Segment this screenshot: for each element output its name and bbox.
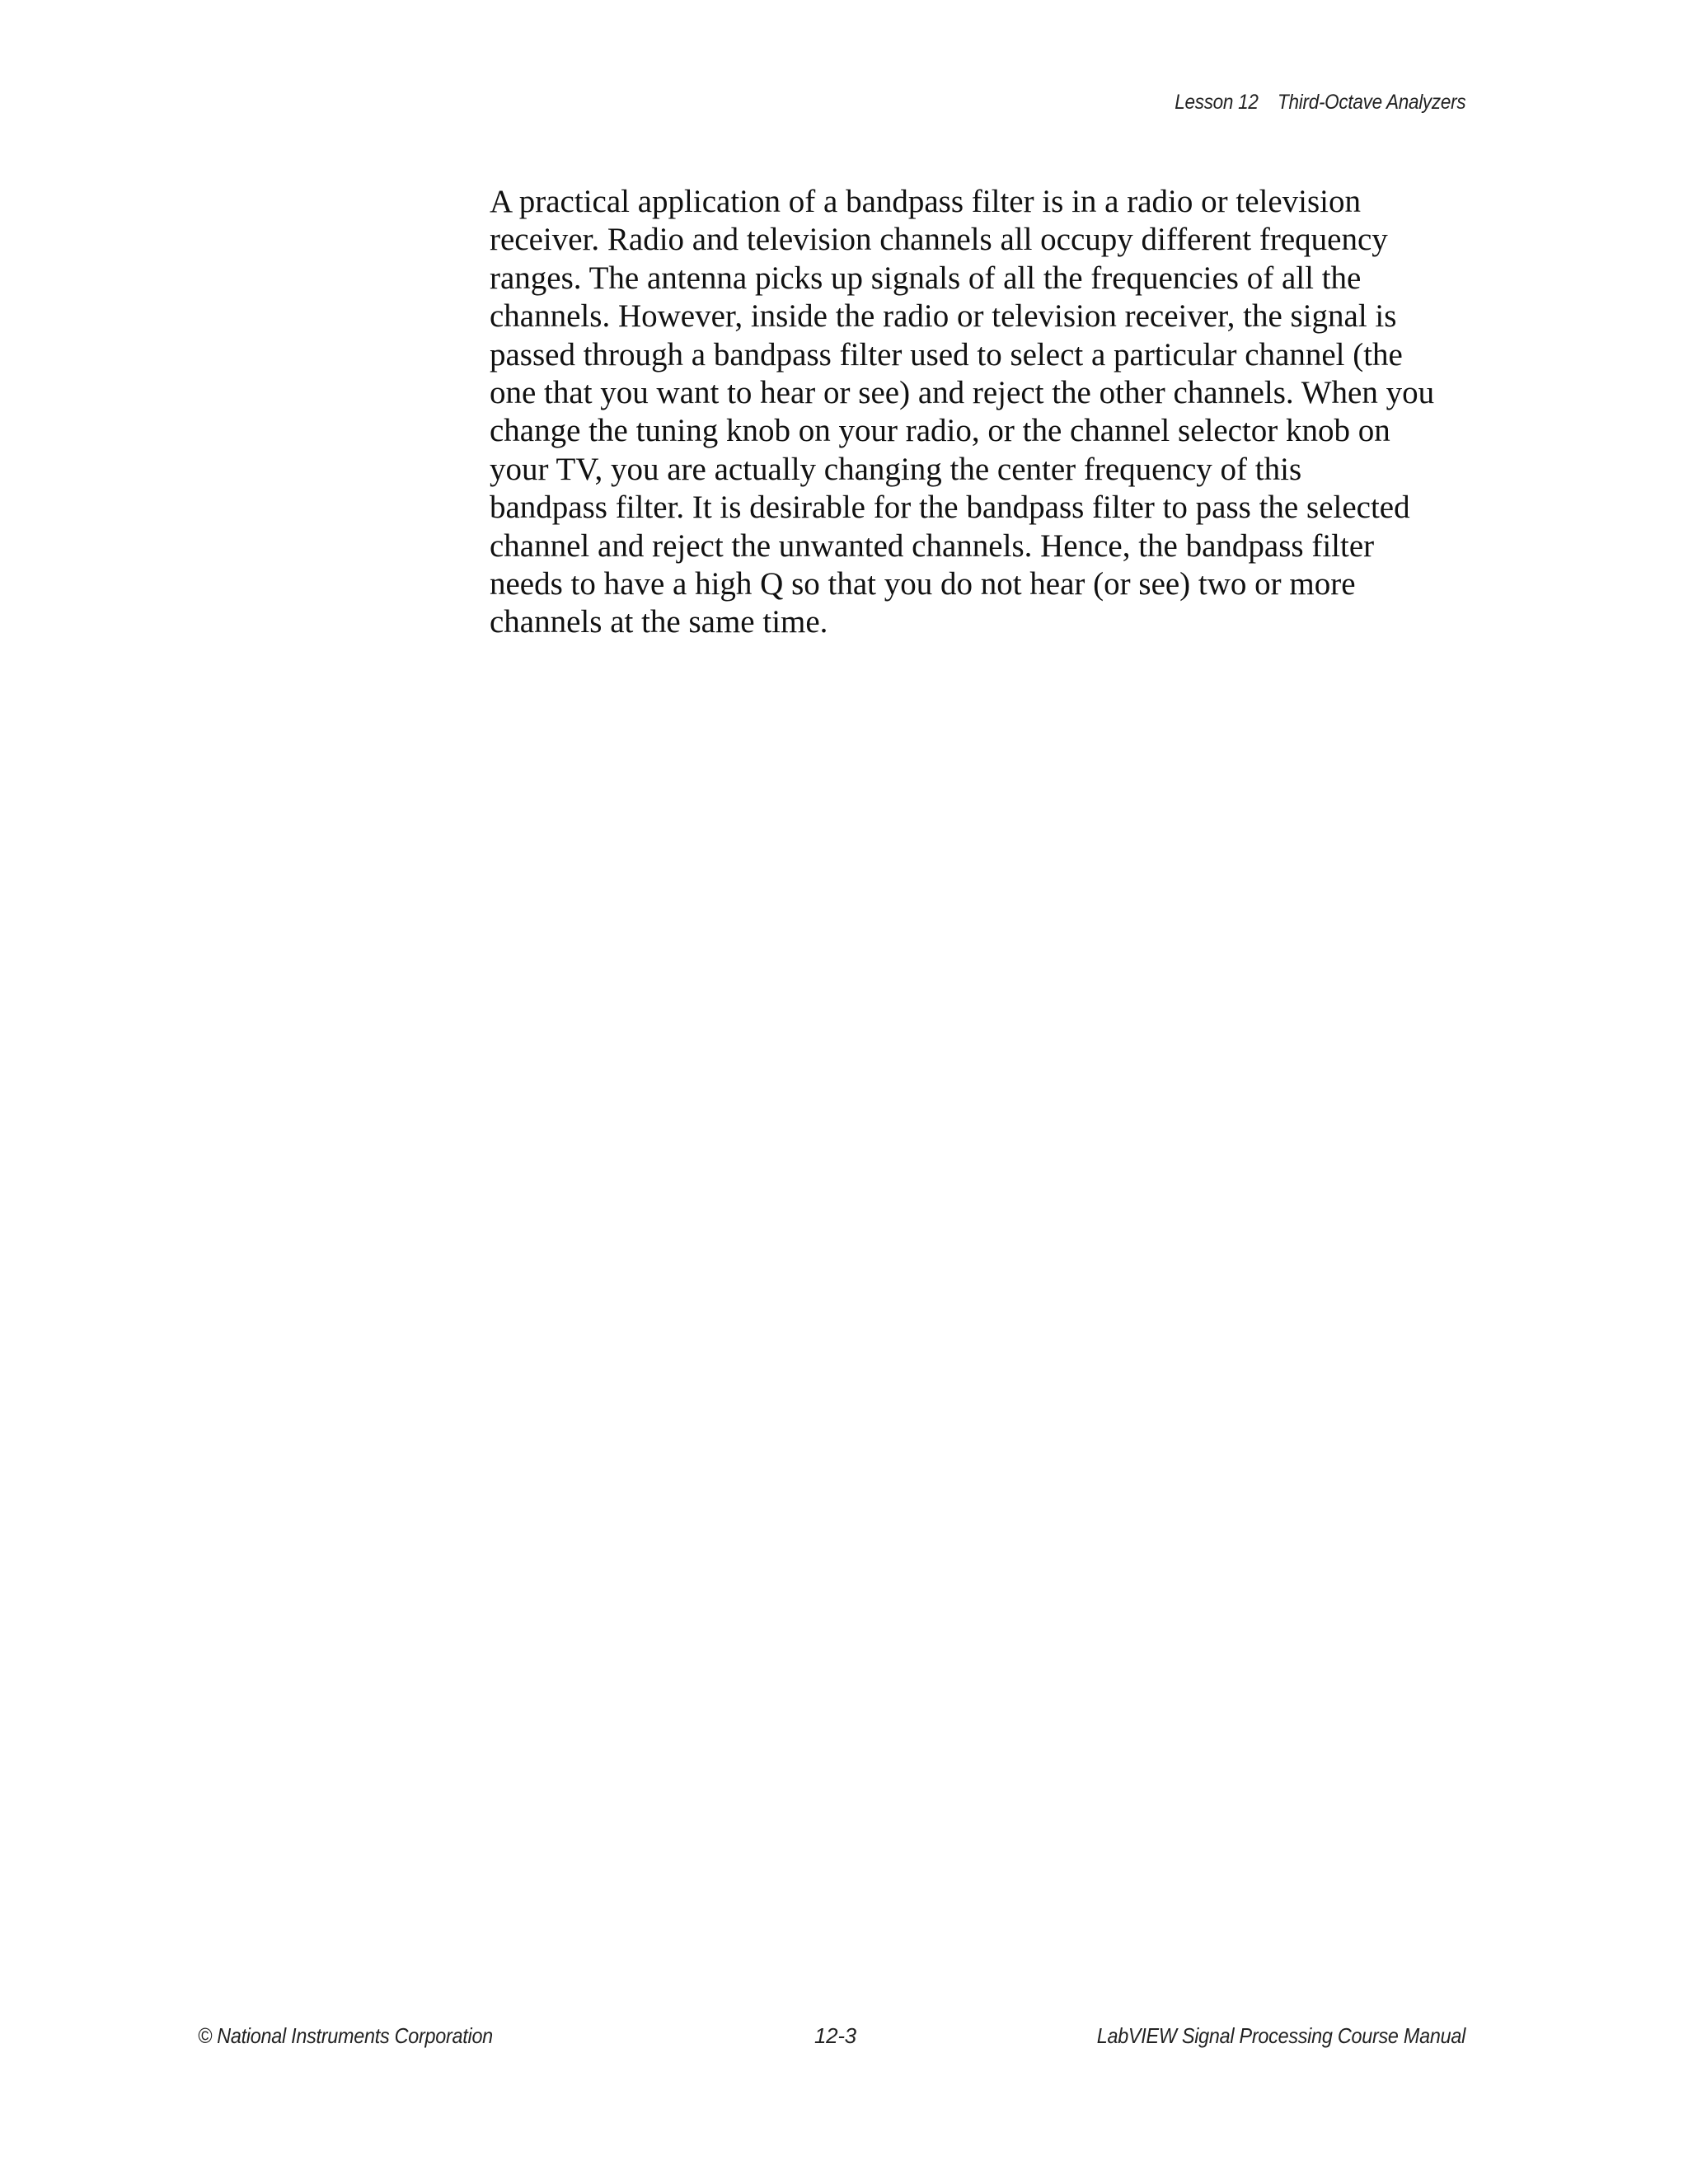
footer-copyright: © National Instruments Corporation xyxy=(198,2023,493,2048)
body-paragraph: A practical application of a bandpass filter is in a radio or television receiver. Radio and television channels all occupy different frequency ranges. The antenna picks up signals of all the frequencies of all the channels. However, inside the radio or television receiver, the signal is passed through a bandpass filter used to select a particular channel (the one that you want to hear or see) and reject the other channels. When you change the tuning knob on your radio, or the channel selector knob on your TV, you are actually changing the center frequency of this bandpass filter. It is desirable for the bandpass filter to pass the selected channel and reject the unwanted channels. Hence, the bandpass filter needs to have a high Q so that you do not hear (or see) two or more channels at the same time. xyxy=(490,184,1435,640)
footer-page-number: 12-3 xyxy=(814,2023,856,2048)
running-header xyxy=(1175,91,1465,115)
footer-manual-title: LabVIEW Signal Processing Course Manual xyxy=(1096,2023,1465,2048)
lesson-title: Third-Octave Analyzers xyxy=(1277,91,1465,114)
lesson-number: Lesson 12 xyxy=(1174,91,1259,114)
